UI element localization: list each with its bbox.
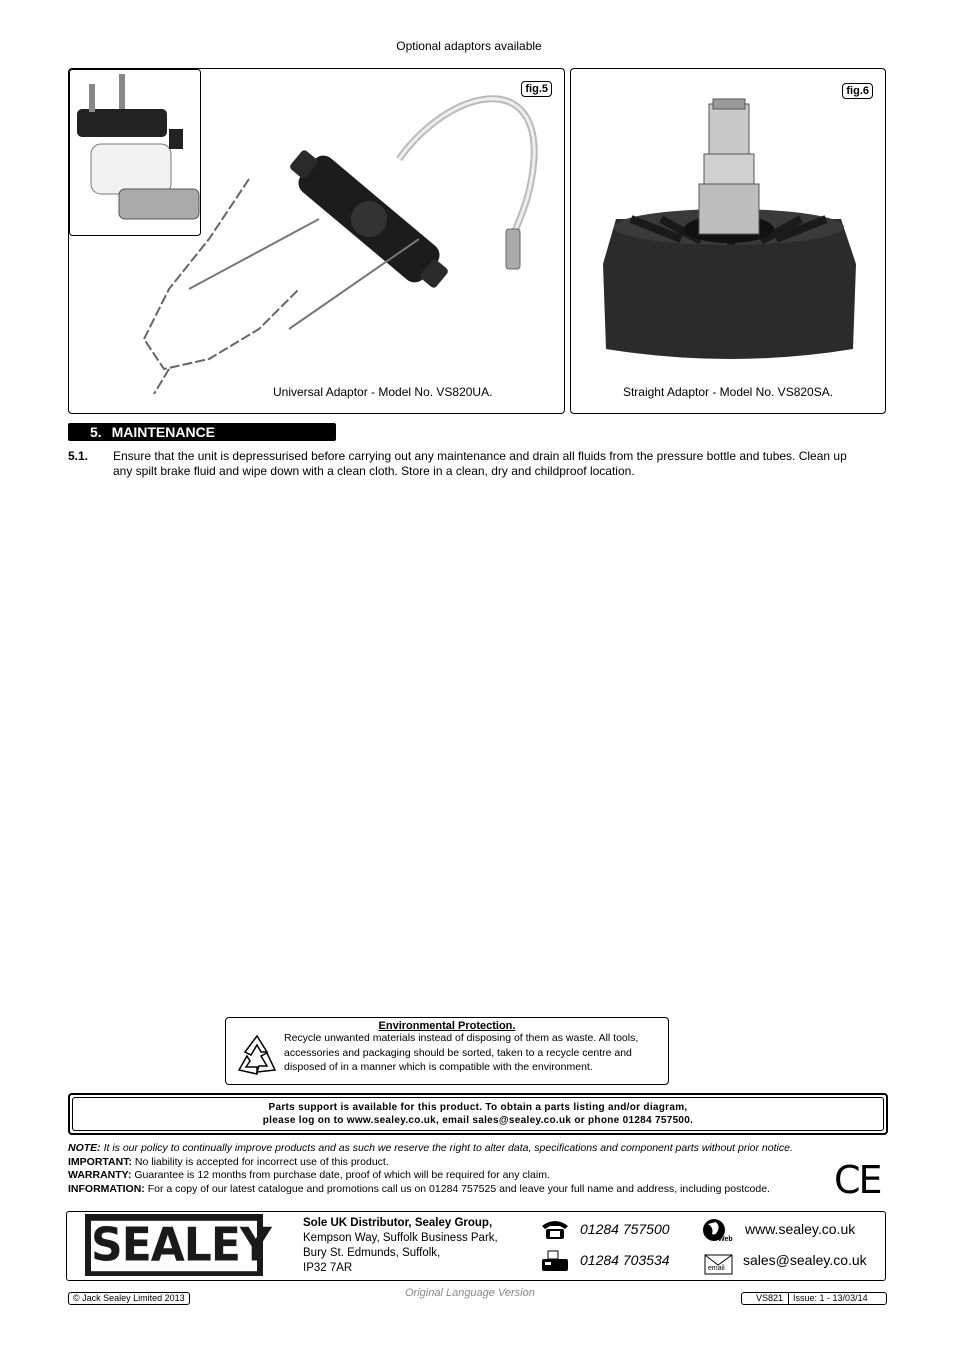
section-number: 5. <box>90 424 102 440</box>
environmental-text: Recycle unwanted materials instead of disposing of them as waste. All tools, accessories and packaging should be sorted, taken to a recycle centre and disposed of in a manner which is compatible with the environment. <box>284 1032 639 1073</box>
web-address[interactable]: www.sealey.co.uk <box>745 1221 856 1237</box>
recycle-icon <box>231 1030 283 1082</box>
parts-support-box <box>68 1093 888 1135</box>
warranty-text: Guarantee is 12 months from purchase date, proof of which will be required for any claim. <box>134 1169 550 1181</box>
information-label: INFORMATION: <box>68 1182 145 1195</box>
fax-icon <box>540 1250 570 1272</box>
fig-5-caption: Universal Adaptor - Model No. VS820UA. <box>273 385 493 399</box>
sealey-logo <box>85 1214 271 1276</box>
universal-adaptor-illustration <box>69 69 564 413</box>
straight-adaptor-illustration <box>571 69 885 413</box>
original-language-label: Original Language Version <box>405 1287 535 1299</box>
sealey-logo-text: SEALEY <box>91 1218 271 1273</box>
section-title: MAINTENANCE <box>111 424 216 440</box>
fig-5-tag: fig.5 <box>521 81 552 97</box>
figure-6-box <box>570 68 886 414</box>
web-icon-label: Web <box>718 1236 733 1243</box>
note-label: NOTE: <box>68 1142 101 1154</box>
document-reference <box>741 1292 887 1305</box>
figure-5-box <box>68 68 565 414</box>
model-number: VS821 <box>742 1293 789 1304</box>
fig-6-caption: Straight Adaptor - Model No. VS820SA. <box>622 385 834 399</box>
distributor-block <box>303 1216 498 1276</box>
address-line-1: Kempson Way, Suffolk Business Park, <box>303 1232 498 1244</box>
address-line-2: Bury St. Edmunds, Suffolk, <box>303 1247 441 1259</box>
item-number: 5.1. <box>68 449 89 463</box>
parts-support-line1: Parts support is available for this product. To obtain a parts listing and/or diagram, <box>268 1102 688 1113</box>
parts-support-line2: please log on to www.sealey.co.uk, email sales@sealey.co.uk or phone 01284 757500. <box>262 1115 694 1126</box>
section-heading <box>68 423 336 441</box>
item-text: Ensure that the unit is depressurised before carrying out any maintenance and drain all fluids from the pressure bottle and tubes. Clean up any spilt brake fluid and wipe down with a clean cloth. Store in a clean, dry and childproof location. <box>113 449 847 478</box>
notes-block <box>68 1142 868 1196</box>
address-line-3: IP32 7AR <box>303 1262 353 1274</box>
phone-number: 01284 757500 <box>580 1221 670 1237</box>
email-icon-label: email <box>708 1265 725 1272</box>
important-text: No liability is accepted for incorrect use of this product. <box>134 1155 389 1168</box>
email-address[interactable]: sales@sealey.co.uk <box>743 1252 867 1268</box>
optional-adaptors-caption: Optional adaptors available <box>396 39 542 53</box>
ce-mark: CE <box>834 1158 881 1202</box>
fig-6-tag: fig.6 <box>842 83 873 99</box>
important-label: IMPORTANT: <box>68 1155 132 1168</box>
environmental-title: Environmental Protection. <box>378 1020 516 1032</box>
phone-icon <box>540 1218 570 1240</box>
note-text: It is our policy to continually improve products and as such we reserve the right to alter data, specifications and component parts without prior notice. <box>103 1142 793 1154</box>
fax-number: 01284 703534 <box>580 1252 670 1268</box>
environmental-protection-box <box>225 1017 669 1085</box>
issue-label: Issue: 1 - 13/03/14 <box>793 1293 868 1303</box>
information-text: For a copy of our latest catalogue and promotions call us on 01284 757525 and leave your full name and address, including postcode. <box>147 1182 770 1195</box>
distributor-title: Sole UK Distributor, Sealey Group, <box>303 1217 493 1229</box>
copyright-label: © Jack Sealey Limited 2013 <box>68 1292 190 1305</box>
warranty-label: WARRANTY: <box>68 1169 132 1181</box>
